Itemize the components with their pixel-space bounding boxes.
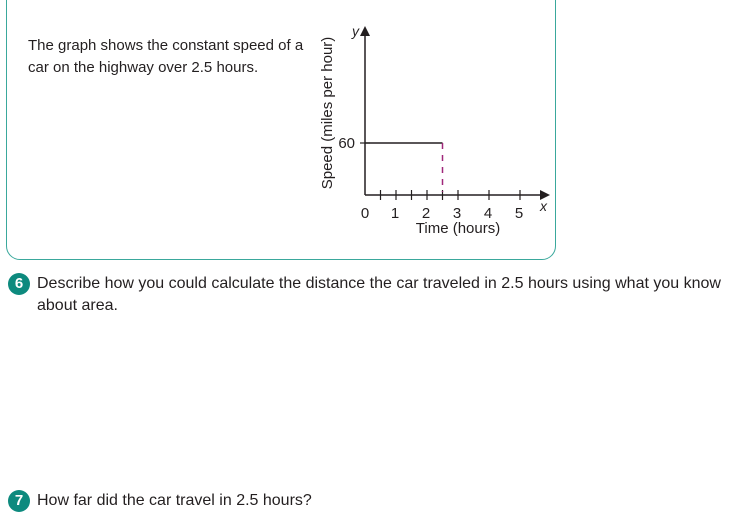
x-tick-label: 1 bbox=[390, 205, 400, 222]
x-axis-label: Time (hours) bbox=[415, 220, 501, 237]
question-number-badge: 7 bbox=[8, 490, 30, 512]
x-axis-letter: x bbox=[540, 198, 547, 214]
question-number-badge: 6 bbox=[8, 273, 30, 295]
question-text: How far did the car travel in 2.5 hours? bbox=[37, 492, 312, 509]
x-tick-label: 3 bbox=[452, 205, 462, 222]
question-6 bbox=[8, 273, 728, 317]
x-tick-label: 0 bbox=[360, 205, 370, 222]
y-tick-label: 60 bbox=[338, 135, 355, 152]
question-text: Describe how you could calculate the distance the car traveled in 2.5 hours using what you know about area. bbox=[37, 275, 721, 314]
x-tick-label: 5 bbox=[514, 205, 524, 222]
question-7 bbox=[8, 490, 728, 512]
y-axis-label: Speed (miles per hour) bbox=[319, 36, 336, 190]
y-axis-letter: y bbox=[352, 23, 359, 39]
x-tick-label: 4 bbox=[483, 205, 493, 222]
x-tick-label: 2 bbox=[421, 205, 431, 222]
speed-time-graph bbox=[310, 18, 560, 243]
y-axis-arrow bbox=[360, 26, 370, 36]
intro-text: The graph shows the constant speed of a car on the highway over 2.5 hours. bbox=[28, 37, 304, 76]
